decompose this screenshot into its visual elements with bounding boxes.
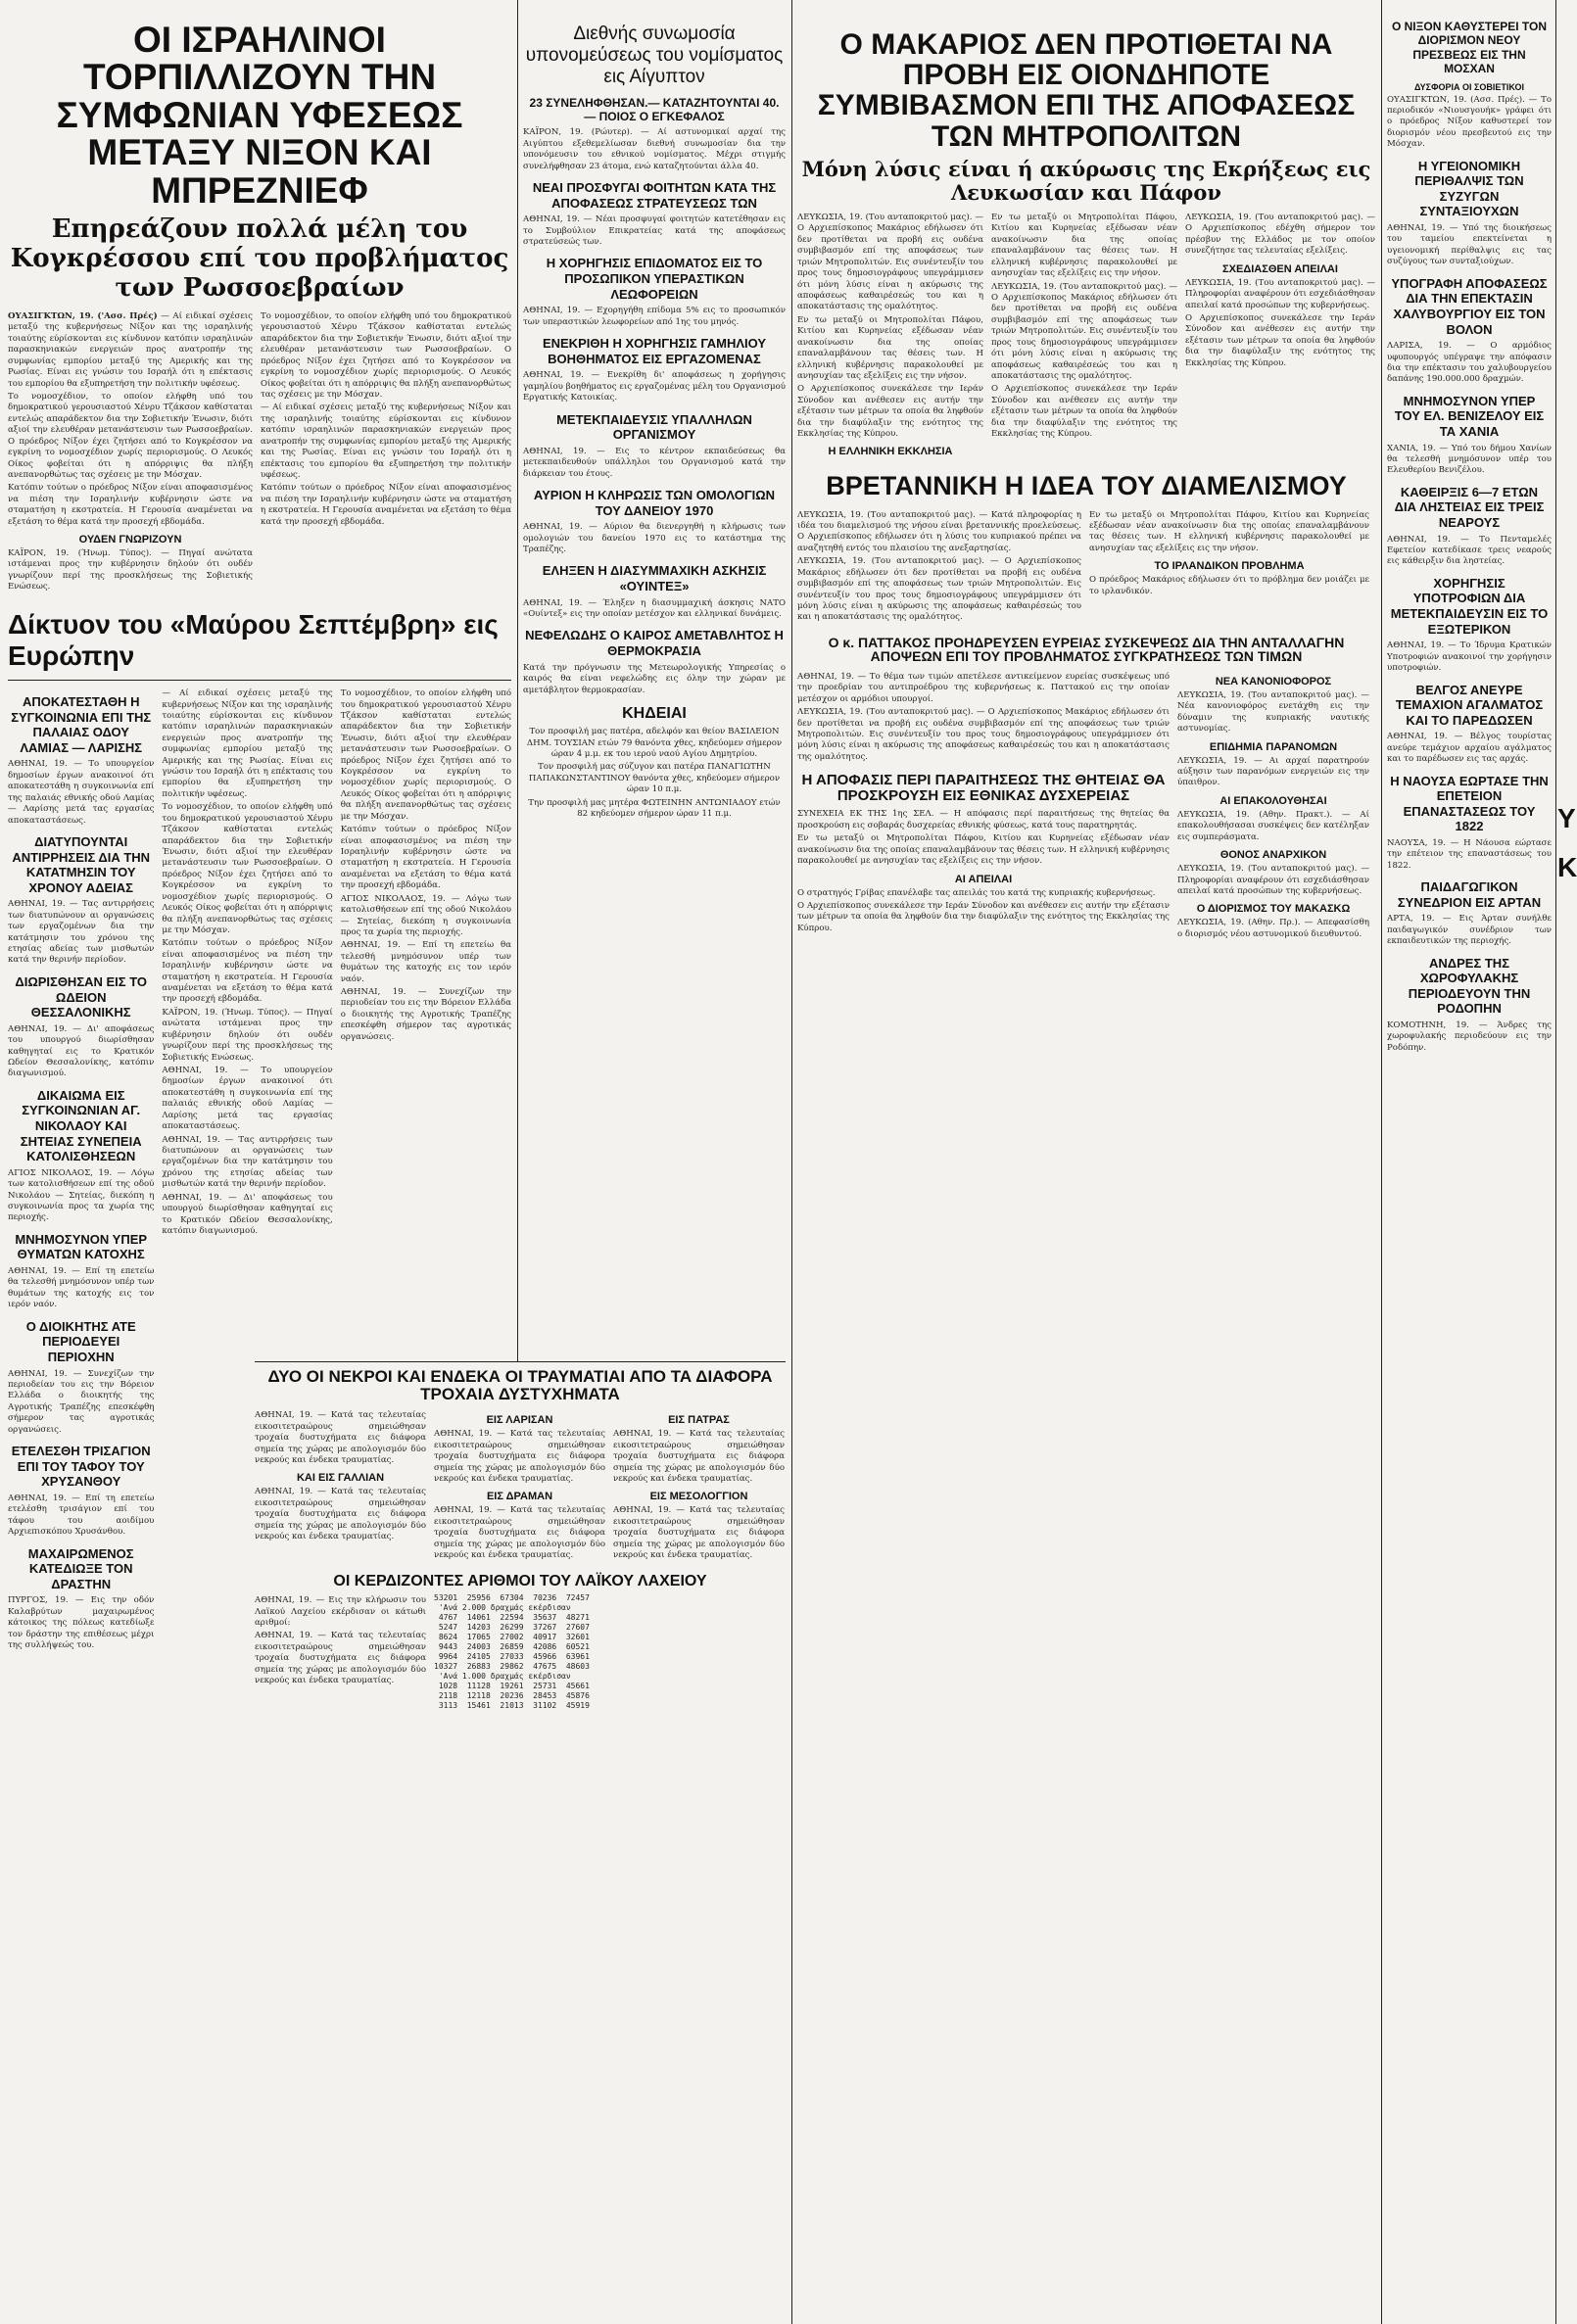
section-label: ΕΙΣ ΜΕΣΟΛΟΓΓΙΟΝ — [649, 1491, 748, 1503]
story-title: ΕΛΗΞΕΝ Η ΔΙΑΣΥΜΜΑΧΙΚΗ ΑΣΚΗΣΙΣ «ΟΥΙΝΤΕΞ» — [542, 563, 767, 594]
column-rule — [1555, 0, 1556, 2324]
story-title: Η ΧΟΡΗΓΗΣΙΣ ΕΠΙΔΟΜΑΤΟΣ ΕΙΣ ΤΟ ΠΡΟΣΩΠΙΚΟΝ ΥΠΕΡΑΣΤΙΚΩΝ ΛΕΩΦΟΡΕΙΩΝ — [546, 256, 763, 302]
article-text: ΛΕΥΚΩΣΙΑ, 19. (Του ανταποκριτού μας). — Ο Αρχιεπίσκοπος Μακάριος εδήλωσεν ότι δεν προτίθεται να προβή εις ουδένα συμβιβασμόν επί της αποφάσεως των τριών Μητροπολιτών. Εις συνέντευξίν του προς τους δημοσιογράφους υπεγράμμισεν ότι μόνη λύσις είναι η ακύρωσις της αποφάσεως καθαιρέσεώς του και η αποκατάστασις της ομαλότητος. — [797, 213, 983, 312]
article-text: ΧΑΝΙΑ, 19. — Υπό του δήμου Χανίων θα τελεσθή μνημόσυνον υπέρ του Ελευθερίου Βενιζέλου. — [1387, 443, 1552, 476]
article-text: Κατόπιν τούτων ο πρόεδρος Νίξον είναι αποφασισμένος να πιέση την Ισραηλινήν κυβέρνησιν ώστε να σταματήση η εκστρατεία. Η Γερουσία αναμένεται να εξετάση το θέμα κατά την προσεχή εβδομάδα. — [261, 483, 511, 527]
story-title: ΒΕΛΓΟΣ ΑΝΕΥΡΕ ΤΕΜΑΧΙΟΝ ΑΓΑΛΜΑΤΟΣ ΚΑΙ ΤΟ ΠΑΡΕΔΩΣΕΝ — [1395, 682, 1544, 728]
main-headline: ΟΙ ΙΣΡΑΗΛΙΝΟΙ ΤΟΡΠΙΛΛΙΖΟΥΝ ΤΗΝ ΣΥΜΦΩΝΙΑΝ ΥΦΕΣΕΩΣ ΜΕΤΑΞΥ ΝΙΞΟΝ ΚΑΙ ΜΠΡΕΖΝΙΕΦ — [56, 20, 463, 211]
article-text: ΝΑΟΥΣΑ, 19. — Η Νάουσα εώρτασε την επέτειον της επαναστάσεως του 1822. — [1387, 837, 1552, 871]
article-text: ΑΘΗΝΑΙ, 19. — Τας αντιρρήσεις των διατυπώνουν αι οργανώσεις των εργαζομένων δια την κατάτμησιν του χρόνου της ετησίας αδείας των μισθωτών κατά την θερινήν περίοδον. — [8, 899, 155, 966]
article-text: ΑΘΗΝΑΙ, 19. — Δι' αποφάσεως του υπουργού διωρίσθησαν καθηγηταί εις το Κρατικόν Ωδείον Θεσσαλονίκης, κατόπιν διαγωνισμού. — [8, 1023, 155, 1079]
subsection-title: ΑΙ ΑΠΕΙΛΑΙ — [954, 873, 1013, 885]
article-text: ΑΘΗΝΑΙ, 19. — Βέλγος τουρίστας ανεύρε τεμάχιον αρχαίου αγάλματος και το παρέδωσεν εις τας αρχάς. — [1387, 732, 1552, 765]
article-text: ΑΘΗΝΑΙ, 19. — Ενεκρίθη δι' αποφάσεως η χορήγησις γαμηλίου βοηθήματος εις εργαζομένας μέλη του Οργανισμού Εργατικής Κατοικίας. — [523, 370, 786, 403]
article-text: ΑΘΗΝΑΙ, 19. — Δι' αποφάσεως του υπουργού διωρίσθησαν καθηγηταί εις το Κρατικόν Ωδείον Θεσσαλονίκης, κατόπιν διαγωνισμού. — [162, 1192, 333, 1236]
story-title: ΠΑΙΔΑΓΩΓΙΚΟΝ ΣΥΝΕΔΡΙΟΝ ΕΙΣ ΑΡΤΑΝ — [1397, 879, 1542, 910]
article-text: ΛΕΥΚΩΣΙΑ, 19. (Του ανταποκριτού μας). — Νέα κανονιοφόρος ενετάχθη εις την δύναμιν της κυπριακής ναυτικής αστυνομίας. — [1177, 689, 1369, 735]
story-title: ΥΠΟΓΡΑΦΗ ΑΠΟΦΑΣΕΩΣ ΔΙΑ ΤΗΝ ΕΠΕΚΤΑΣΙΝ ΧΑΛΥΒΟΥΡΓΙΟΥ ΕΙΣ ΤΟΝ ΒΟΛΟΝ — [1391, 275, 1548, 337]
term-headline: Η ΑΠΟΦΑΣΙΣ ΠΕΡΙ ΠΑΡΑΙΤΗΣΕΩΣ ΤΗΣ ΘΗΤΕΙΑΣ ΘΑ ΠΡΟΣΚΡΟΥΣΗ ΕΙΣ ΕΘΝΙΚΑΣ ΔΥΣΧΕΡΕΙΑΣ — [801, 772, 1166, 804]
accident-headline: ΔΥΟ ΟΙ ΝΕΚΡΟΙ ΚΑΙ ΕΝΔΕΚΑ ΟΙ ΤΡΑΥΜΑΤΙΑΙ ΑΠΟ ΤΑ ΔΙΑΦΟΡΑ ΤΡΟΧΑΙΑ ΔΥΣΤΥΧΗΜΑΤΑ — [267, 1367, 773, 1403]
article-text: Ο Αρχιεπίσκοπος συνεκάλεσε την Ιεράν Σύνοδον και ανέθεσεν εις αυτήν την εξέτασιν των μέτρων τα οποία θα ληφθούν δια την διαφύλαξιν της ενότητος της Εκκλησίας της Κύπρου. — [1185, 312, 1375, 368]
article-text: ΑΘΗΝΑΙ, 19. — Τας αντιρρήσεις των διατυπώνουν αι οργανώσεις των εργαζομένων δια την κατάτμησιν του χρόνου της ετησίας αδείας των μισθωτών κατά την θερινήν περίοδον. — [162, 1134, 333, 1190]
article-text: ΛΑΡΙΣΑ, 19. — Ο αρμόδιος υφυπουργός υπέγραψε την απόφασιν δια την επέκτασιν του χαλυβουργείου δαπάνης 190.000.000 δραχμών. — [1387, 341, 1552, 385]
story-title: ΔΙΚΑΙΩΜΑ ΕΙΣ ΣΥΓΚΟΙΝΩΝΙΑΝ ΑΓ. ΝΙΚΟΛΑΟΥ ΚΑΙ ΣΗΤΕΙΑΣ ΣΥΝΕΠΕΙΑ ΚΑΤΟΛΙΣΘΗΣΕΩΝ — [20, 1087, 142, 1164]
article-text: ΑΘΗΝΑΙ, 19. — Κατά τας τελευταίας εικοσιτετραώρους σημειώθησαν τροχαία δυστυχήματα εις διάφορα σημεία της χώρας με απολογισμόν δύο νεκρούς και ένδεκα τραυματίας. — [434, 1429, 605, 1485]
article-text: ΛΕΥΚΩΣΙΑ, 19. (Του ανταποκριτού μας). — Κατά πληροφορίας η ιδέα του διαμελισμού της νήσου είναι βρεταννικής προελεύσεως. Ο Αρχιεπίσκοπος εδήλωσεν ότι η λύσις του κυπριακού πρέπει να αναζητηθή εντός του πλαισίου της ανεξαρτησίας. — [797, 509, 1081, 553]
article-text: Εν τω μεταξύ οι Μητροπολίται Πάφου, Κιτίου και Κυρηνείας εξέδωσαν νέαν ανακοίνωσιν δια της οποίας επαναλαμβάνουν τας θέσεις των. Η ελληνική κυβέρνησις παρακολουθεί με ανησυχίαν τας εξελίξεις εις την νήσον. — [797, 314, 983, 381]
article-text: ΑΘΗΝΑΙ, 19. — Το θέμα των τιμών απετέλεσε αντικείμενον ευρείας συσκέψεως υπό την προεδρίαν του αντιπροέδρου της κυβερνήσεως κ. Παττακού εις την οποίαν μετέσχον οι αρμόδιοι υπουργοί. — [797, 671, 1170, 704]
article-text: Το νομοσχέδιον, το οποίον ελήφθη υπό του δημοκρατικού γερουσιαστού Χένρυ Τζάκσον καθίσταται εντελώς απαράδεκτον δια την Σοβιετικήν Ένωσιν, διότι αξιοί την ελευθέραν μετανάστευσιν των Ρωσσοεβραίων. Ο πρόεδρος Νίξον έχει ζητήσει από το Κογκρέσσον να εγκρίνη το νομοσχέδιον χωρίς περιορισμούς. Ο Λευκός Οίκος φοβείται ότι η απόρριψις θα πλήξη ανεπανορθώτως τας σχέσεις με την Μόσχαν. — [162, 802, 333, 935]
section-label: ΕΙΣ ΛΑΡΙΣΑΝ — [486, 1414, 553, 1427]
article-text: ΚΑΪΡΟΝ, 19. (Ήνωμ. Τύπος). — Πηγαί ανώτατα ιστάμεναι προς την κυβέρνησιν δηλούν ότι ουδέν γνωρίζουν περί της προσκλήσεως της Σοβιετικής Ενώσεως. — [8, 548, 253, 593]
article-text: Το νομοσχέδιον, το οποίον ελήφθη υπό του δημοκρατικού γερουσιαστού Χένρυ Τζάκσον καθίσταται εντελώς απαράδεκτον δια την Σοβιετικήν Ένωσιν, διότι αξιοί την ελευθέραν μετανάστευσιν των Ρωσσοεβραίων. Ο πρόεδρος Νίξον έχει ζητήσει από το Κογκρέσσον να εγκρίνη το νομοσχέδιον χωρίς περιορισμούς. Ο Λευκός Οίκος φοβείται ότι η απόρριψις θα πλήξη ανεπανορθώτως τας σχέσεις με την Μόσχαν. — [8, 391, 253, 480]
obituary-text: Τον προσφιλή μας σύζυγον και πατέρα ΠΑΝΑΓΙΩΤΗΝ ΠΑΠΑΚΩΝΣΤΑΝΤΙΝΟΥ θανόντα χθες, κηδεύομεν σήμερον ώραν 10 π.μ. — [528, 762, 781, 795]
story-title: ΕΤΕΛΕΣΘΗ ΤΡΙΣΑΓΙΟΝ ΕΠΙ ΤΟΥ ΤΑΦΟΥ ΤΟΥ ΧΡΥΣΑΝΘΟΥ — [11, 1444, 151, 1490]
subsection-title: Ο ΔΙΟΡΙΣΜΟΣ ΤΟΥ ΜΑΚΑΣΚΩ — [1196, 903, 1351, 916]
article-text: Ο Αρχιεπίσκοπος συνεκάλεσε την Ιεράν Σύνοδον και ανέθεσεν εις αυτήν την εξέτασιν των μέτρων τα οποία θα ληφθούν δια την διαφύλαξιν της ενότητος της Εκκλησίας της Κύπρου. — [797, 900, 1170, 933]
lottery-headline: ΟΙ ΚΕΡΔΙΖΟΝΤΕΣ ΑΡΙΘΜΟΙ ΤΟΥ ΛΑΪΚΟΥ ΛΑΧΕΙΟΥ — [333, 1572, 707, 1589]
article-text: ΑΡΤΑ, 19. — Εις Άρταν συνήλθε παιδαγωγικόν συνέδριον των εκπαιδευτικών της περιοχής. — [1387, 914, 1552, 947]
obituary-text: Την προσφιλή μας μητέρα ΦΩΤΕΙΝΗΝ ΑΝΤΩΝΙΑΔΟΥ ετών 82 κηδεύομεν σήμερον ώραν 11 π.μ. — [528, 797, 781, 820]
article-text: ΑΘΗΝΑΙ, 19. — Κατά τας τελευταίας εικοσιτετραώρους σημειώθησαν τροχαία δυστυχήματα εις διάφορα σημεία της χώρας με απολογισμόν δύο νεκρούς και ένδεκα τραυματίας. — [255, 1487, 426, 1542]
article-text: ΛΕΥΚΩΣΙΑ, 19. (Του ανταποκριτού μας). — Πληροφορίαι αναφέρουν ότι εσχεδιάσθησαν απειλαί κατά προσώπων της κυβερνήσεως. — [1177, 864, 1369, 896]
article-text: — Αί ειδικαί σχέσεις μεταξύ της κυβερνήσεως Νίξον και της ισραηλινής τοιαύτης εύρίσκονται εις κίνδυνον κατόπιν ισραηλινών παρασκηνιακών ενεργειών προς ανατροπήν της συμφωνίας εμπορίου μεταξύ της Αμερικής και της Ρωσίας. Είναι εις γνώσιν του Ισραήλ ότι η επέκτασις του εμπορίου θα εξυπηρετήση την πολιτικήν υφέσεως. — [8, 311, 253, 389]
makarios-subheadline: Μόνη λύσις είναι ή ακύρωσις της Εκρήξεως εις Λευκωσίαν και Πάφον — [801, 156, 1371, 205]
column-middle — [523, 0, 786, 1352]
article-text: ΛΕΥΚΩΣΙΑ, 19. (Αθην. Πρακτ.). — Αί επακολουθήσασαι συσκέψεις δεν κατέληξαν εις συμπεράσματα. — [1177, 809, 1369, 842]
story-title: ΧΟΡΗΓΗΣΙΣ ΥΠΟΤΡΟΦΙΩΝ ΔΙΑ ΜΕΤΕΚΠΑΙΔΕΥΣΙΝ ΕΙΣ ΤΟ ΕΞΩΤΕΡΙΚΟΝ — [1390, 575, 1549, 637]
article-text: Ο πρόεδρος Μακάριος εδήλωσεν ότι το πρόβλημα δεν μοιάζει με το ιρλανδικόν. — [1089, 575, 1369, 596]
story-title: Ο ΝΙΞΟΝ ΚΑΘΥΣΤΕΡΕΙ ΤΟΝ ΔΙΟΡΙΣΜΟΝ ΝΕΟΥ ΠΡΕΣΒΕΩΣ ΕΙΣ ΤΗΝ ΜΟΣΧΑΝ — [1391, 20, 1548, 76]
article-text: Κατόπιν τούτων ο πρόεδρος Νίξον είναι αποφασισμένος να πιέση την Ισραηλινήν κυβέρνησιν ώστε να σταματήση η εκστρατεία. Η Γερουσία αναμένεται να εξετάση το θέμα κατά την προσεχή εβδομάδα. — [162, 938, 333, 1005]
column-rule — [1381, 0, 1382, 2324]
subsection-title: ΝΕΑ ΚΑΝΟΝΙΟΦΟΡΟΣ — [1215, 675, 1332, 688]
lottery-numbers: 53201 25956 67304 70236 72457 'Ανά 2.000 δραχμάς εκέρδισαν 4767 14061 22594 35637 48271 5247 14203 26299 37267 27607 8624 17065 27002 40917 32601 9443 24003 26859 42086 60521 9964 24105 27033 45966 63961 10327 26883 29862 47675 48603 'Ανά 1.000 δραχμάς εκέρδισαν 1028 11128 19261 25731 45661 2118 12118 20236 28453 45876 3113 15461 21013 31102 45919 — [434, 1593, 590, 1711]
story-title: ΑΥΡΙΟΝ Η ΚΛΗΡΩΣΙΣ ΤΩΝ ΟΜΟΛΟΓΙΩΝ ΤΟΥ ΔΑΝΕΙΟΥ 1970 — [533, 487, 776, 518]
article-text: ΛΕΥΚΩΣΙΑ, 19. (Του ανταποκριτού μας). — Ο Αρχιεπίσκοπος Μακάριος εδήλωσεν ότι δεν προτίθεται να προβή εις ουδένα συμβιβασμόν επί της αποφάσεως των τριών Μητροπολιτών. Εις συνέντευξίν του προς τους δημοσιογράφους υπεγράμμισεν ότι μόνη λύσις είναι η ακύρωσις της αποφάσεως καθαιρέσεώς του και η αποκατάστασις της ομαλότητος. — [797, 707, 1170, 762]
article-text: Κατόπιν τούτων ο πρόεδρος Νίξον είναι αποφασισμένος να πιέση την Ισραηλινήν κυβέρνησιν ώστε να σταματήση η εκστρατεία. Η Γερουσία αναμένεται να εξετάση το θέμα κατά την προσεχή εβδομάδα. — [8, 483, 253, 527]
article-text: ΚΟΜΟΤΗΝΗ, 19. — Άνδρες της χωροφυλακής περιοδεύουν εις την Ροδόπην. — [1387, 1020, 1552, 1053]
article-text: ΛΕΥΚΩΣΙΑ, 19. (Του ανταποκριτού μας). — Ο Αρχιεπίσκοπος Μακάριος εδήλωσεν ότι δεν προτίθεται να προβή εις ουδένα συμβιβασμόν επί της αποφάσεως των τριών Μητροπολιτών. Εις συνέντευξίν του προς τους δημοσιογράφους υπεγράμμισεν ότι μόνη λύσις είναι η ακύρωσις της αποφάσεως καθαιρέσεώς του και η αποκατάστασις της ομαλότητος. — [991, 281, 1177, 381]
article-text: ΑΘΗΝΑΙ, 19. — Εχορηγήθη επίδομα 5% εις το προσωπικόν των υπεραστικών λεωφορείων από 1ης του μηνός. — [523, 306, 786, 327]
section-headline: Δίκτυον του «Μαύρου Σεπτέμβρη» εις Ευρώπην — [8, 608, 499, 671]
article-text: Ο στρατηγός Γρίβας επανέλαβε τας απειλάς του κατά της κυπριακής κυβερνήσεως. — [797, 887, 1156, 898]
article-text: ΛΕΥΚΩΣΙΑ, 19. — Αι αρχαί παρατηρούν αύξησιν των παρανόμων ενεργειών εις την ύπαιθρον. — [1177, 755, 1369, 788]
story-title: ΜΕΤΕΚΠΑΙΔΕΥΣΙΣ ΥΠΑΛΛΗΛΩΝ ΟΡΓΑΝΙΣΜΟΥ — [556, 411, 752, 443]
article-text: ΣΥΝΕΧΕΙΑ ΕΚ ΤΗΣ 1ης ΣΕΛ. — Η απόφασις περί παραιτήσεως της θητείας θα προσκρούση εις σοβαράς δυσχερείας εθνικής φύσεως, κατά τους παρατηρητάς. — [797, 809, 1170, 830]
story-title: ΜΑΧΑΙΡΩΜΕΝΟΣ ΚΑΤΕΔΙΩΞΕ ΤΟΝ ΔΡΑΣΤΗΝ — [27, 1545, 134, 1591]
story-title: ΑΠΟΚΑΤΕΣΤΑΘΗ Η ΣΥΓΚΟΙΝΩΝΙΑ ΕΠΙ ΤΗΣ ΠΑΛΑΙΑΣ ΟΔΟΥ ΛΑΜΙΑΣ — ΛΑΡΙΣΗΣ — [11, 694, 152, 755]
article-text: ΑΘΗΝΑΙ, 19. — Κατά τας τελευταίας εικοσιτετραώρους σημειώθησαν τροχαία δυστυχήματα εις διάφορα σημεία της χώρας με απολογισμόν δύο νεκρούς και ένδεκα τραυματίας. — [613, 1429, 785, 1485]
side-story-title: Διεθνής συνωμοσία υπονομεύσεως του νομίσματος εις Αίγυπτον — [525, 24, 784, 87]
article-text: Το νομοσχέδιον, το οποίον ελήφθη υπό του δημοκρατικού γερουσιαστού Χένρυ Τζάκσον καθίσταται εντελώς απαράδεκτον δια την Σοβιετικήν Ένωσιν, διότι αξιοί την ελευθέραν μετανάστευσιν των Ρωσσοεβραίων. Ο πρόεδρος Νίξον έχει ζητήσει από το Κογκρέσσον να εγκρίνη το νομοσχέδιον χωρίς περιορισμούς. Ο Λευκός Οίκος φοβείται ότι η απόρριψις θα πλήξη ανεπανορθώτως τας σχέσεις με την Μόσχαν. — [340, 688, 511, 822]
subsection-title: ΘΟΝΟΣ ΑΝΑΡΧΙΚΟΝ — [1219, 849, 1327, 862]
article-text: ΑΘΗΝΑΙ, 19. — Κατά τας τελευταίας εικοσιτετραώρους σημειώθησαν τροχαία δυστυχήματα εις διάφορα σημεία της χώρας με απολογισμόν δύο νεκρούς και ένδεκα τραυματίας. — [255, 1410, 426, 1466]
story-title: Η ΝΑΟΥΣΑ ΕΩΡΤΑΣΕ ΤΗΝ ΕΠΕΤΕΙΟΝ ΕΠΑΝΑΣΤΑΣΕΩΣ ΤΟΥ 1822 — [1390, 773, 1549, 834]
subsection-title: Η ΕΛΛΗΝΙΚΗ ΕΚΚΛΗΣΙΑ — [828, 446, 953, 458]
obituary-text: Τον προσφιλή μας πατέρα, αδελφόν και θείον ΒΑΣΙΛΕΙΟΝ ΔΗΜ. ΤΟΥΣΙΑΝ ετών 79 θανόντα χθες, κηδεύομεν σήμερον ώραν 4 μ.μ. εκ του ιερού ναού Αγίου Δημητρίου. — [526, 727, 783, 759]
article-text: ΑΘΗΝΑΙ, 19. — Συνεχίζων την περιοδείαν του εις την Βόρειον Ελλάδα ο διοικητής της Αγροτικής Τραπέζης επεσκέφθη σήμερον τας αγροτικάς οργανώσεις. — [8, 1368, 155, 1435]
article-text: ΑΘΗΝΑΙ, 19. — Συνεχίζων την περιοδείαν του εις την Βόρειον Ελλάδα ο διοικητής της Αγροτικής Τραπέζης επεσκέφθη σήμερον τας αγροτικάς οργανώσεις. — [340, 987, 511, 1042]
article-text: ΑΘΗΝΑΙ, 19. — Επί τη επετείω θα τελεσθή μνημόσυνον υπέρ των θυμάτων της κατοχής εις τον ιερόν ναόν. — [8, 1266, 155, 1310]
article-text: ΑΘΗΝΑΙ, 19. — Εις το κέντρον εκπαιδεύσεως θα μετεκπαιδευθούν υπάλληλοι του Οργανισμού κατά την διάρκειαν του έτους. — [523, 446, 786, 479]
article-text: ΟΥΑΣΙΓΚΤΩΝ, 19. (Ασσ. Πρές). — Το περιοδικόν «Νιουσγουήκ» γράφει ότι ο πρόεδρος Νίξον καθυστερεί τον διορισμόν νέου πρεσβευτού εις την Μόσχαν. — [1387, 94, 1552, 150]
subsection-title: ΑΙ ΕΠΑΚΟΛΟΥΘΗΣΑΙ — [1219, 794, 1327, 807]
article-text: Εν τω μεταξύ οι Μητροπολίται Πάφου, Κιτίου και Κυρηνείας εξέδωσαν νέαν ανακοίνωσιν δια της οποίας επαναλαμβάνουν τας θέσεις των. Η ελληνική κυβέρνησις παρακολουθεί με ανησυχίαν τας εξελίξεις εις την νήσον. — [1089, 509, 1369, 553]
subsection-title: ΟΥΔΕΝ ΓΝΩΡΙΖΟΥΝ — [78, 534, 182, 546]
story-title: ΔΙΑΤΥΠΟΥΝΤΑΙ ΑΝΤΙΡΡΗΣΕΙΣ ΔΙΑ ΤΗΝ ΚΑΤΑΤΜΗΣΙΝ ΤΟΥ ΧΡΟΝΟΥ ΑΔΕΙΑΣ — [12, 834, 151, 895]
article-text: ΑΘΗΝΑΙ, 19. — Έληξεν η διασυμμαχική άσκησις ΝΑΤΟ «Ουίντεξ» εις την οποίαν μετέσχον και ελληνικαί δυνάμεις. — [523, 597, 786, 620]
article-text: — Αί ειδικαί σχέσεις μεταξύ της κυβερνήσεως Νίξον και της ισραηλινής τοιαύτης εύρίσκονται εις κίνδυνον κατόπιν ισραηλινών παρασκηνιακών ενεργειών προς ανατροπήν της συμφωνίας εμπορίου μεταξύ της Αμερικής και της Ρωσίας. Είναι εις γνώσιν του Ισραήλ ότι η επέκτασις του εμπορίου θα εξυπηρετήση την πολιτικήν υφέσεως. — [261, 403, 511, 480]
section-label: ΕΙΣ ΠΑΤΡΑΣ — [668, 1414, 730, 1427]
article-text: Εν τω μεταξύ οι Μητροπολίται Πάφου, Κιτίου και Κυρηνείας εξέδωσαν νέαν ανακοίνωσιν δια της οποίας επαναλαμβάνουν τας θέσεις των. Η ελληνική κυβέρνησις παρακολουθεί με ανησυχίαν τας εξελίξεις εις την νήσον. — [797, 833, 1170, 867]
story-title: ΝΕΦΕΛΩΔΗΣ Ο ΚΑΙΡΟΣ ΑΜΕΤΑΒΛΗΤΟΣ Η ΘΕΡΜΟΚΡΑΣΙΑ — [525, 628, 784, 659]
article-text: ΛΕΥΚΩΣΙΑ, 19. (Του ανταποκριτού μας). — Ο Αρχιεπίσκοπος εδέχθη σήμερον τον πρέσβυν της Ελλάδος με τον οποίον συνεζήτησε τας τελευταίας εξελίξεις. — [1185, 213, 1375, 257]
story-title: ΜΝΗΜΟΣΥΝΟΝ ΥΠΕΡ ΤΟΥ ΕΛ. ΒΕΝΙΖΕΛΟΥ ΕΙΣ ΤΑ ΧΑΝΙΑ — [1394, 393, 1545, 439]
edge-glyph: Υ — [1557, 803, 1576, 833]
story-title: ΑΝΔΡΕΣ ΤΗΣ ΧΩΡΟΦΥΛΑΚΗΣ ΠΕΡΙΟΔΕΥΟΥΝ ΤΗΝ ΡΟΔΟΠΗΝ — [1408, 955, 1531, 1017]
section-label: ΕΙΣ ΔΡΑΜΑΝ — [486, 1491, 553, 1503]
column-far-right — [1387, 0, 1552, 2324]
article-text: Κατόπιν τούτων ο πρόεδρος Νίξον είναι αποφασισμένος να πιέση την Ισραηλινήν κυβέρνησιν ώστε να σταματήση η εκστρατεία. Η Γερουσία αναμένεται να εξετάση το θέμα κατά την προσεχή εβδομάδα. — [340, 825, 511, 891]
article-text: ΛΕΥΚΩΣΙΑ, 19. (Αθην. Πρ.). — Απεφασίσθη ο διορισμός νέου αστυνομικού διευθυντού. — [1177, 918, 1369, 939]
story-title: ΔΙΩΡΙΣΘΗΣΑΝ ΕΙΣ ΤΟ ΩΔΕΙΟΝ ΘΕΣΣΑΛΟΝΙΚΗΣ — [15, 973, 148, 1020]
article-text: Το νομοσχέδιον, το οποίον ελήφθη υπό του δημοκρατικού γερουσιαστού Χένρυ Τζάκσον καθίσταται εντελώς απαράδεκτον δια την Σοβιετικήν Ένωσιν, διότι αξιοί την ελευθέραν μετανάστευσιν των Ρωσσοεβραίων. Ο πρόεδρος Νίξον έχει ζητήσει από το Κογκρέσσον να εγκρίνη το νομοσχέδιον χωρίς περιορισμούς. Ο Λευκός Οίκος φοβείται ότι η απόρριψις θα πλήξη ανεπανορθώτως τας σχέσεις με την Μόσχαν. — [261, 311, 511, 400]
column-right-main — [797, 0, 1375, 2324]
article-text: ΑΘΗΝΑΙ, 19. — Νέαι προσφυγαί φοιτητών κατετέθησαν εις το Συμβούλιον Επικρατείας κατά της αποφάσεως στρατεύσεώς των. — [523, 214, 786, 248]
article-text: ΑΘΗΝΑΙ, 19. — Κατά τας τελευταίας εικοσιτετραώρους σημειώθησαν τροχαία δυστυχήματα εις διάφορα σημεία της χώρας με απολογισμόν δύο νεκρούς και ένδεκα τραυματίας. — [255, 1631, 426, 1686]
main-subheadline: Επηρεάζουν πολλά μέλη του Κογκρέσσου επί του προβλήματος των Ρωσσοεβραίων — [10, 214, 509, 304]
article-text: Εν τω μεταξύ οι Μητροπολίται Πάφου, Κιτίου και Κυρηνείας εξέδωσαν νέαν ανακοίνωσιν δια της οποίας επαναλαμβάνουν τας θέσεις των. Η ελληνική κυβέρνησις παρακολουθεί με ανησυχίαν τας εξελίξεις εις την νήσον. — [991, 213, 1177, 279]
story-title: Η ΥΓΕΙΟΝΟΜΙΚΗ ΠΕΡΙΘΑΛΨΙΣ ΤΩΝ ΣΥΖΥΓΩΝ ΣΥΝΤΑΞΙΟΥΧΩΝ — [1414, 158, 1524, 219]
article-text: ΠΥΡΓΟΣ, 19. — Εις την οδόν Καλαβρύτων μαχαιρωμένος κάτοικος της πόλεως κατεδίωξε τον δράστην της επιθέσεως μέχρι της συλλήψεώς του. — [8, 1595, 155, 1650]
story-title: Ο ΔΙΟΙΚΗΤΗΣ ΑΤΕ ΠΕΡΙΟΔΕΥΕΙ ΠΕΡΙΟΧΗΝ — [25, 1318, 136, 1364]
article-text: ΑΘΗΝΑΙ, 19. — Αύριον θα διενεργηθή η κλήρωσις των ομολογιών του δανείου 1970 εις το κατάστημα της Τραπέζης. — [523, 522, 786, 555]
column-rule — [791, 0, 792, 2324]
article-text: ΑΘΗΝΑΙ, 19. — Το Πενταμελές Εφετείον κατεδίκασε τρεις νεαρούς εις κάθειρξιν δια ληστείας. — [1387, 534, 1552, 567]
story-title: ΜΝΗΜΟΣΥΝΟΝ ΥΠΕΡ ΘΥΜΑΤΩΝ ΚΑΤΟΧΗΣ — [15, 1231, 148, 1262]
article-text: ΑΘΗΝΑΙ, 19. — Κατά τας τελευταίας εικοσιτετραώρους σημειώθησαν τροχαία δυστυχήματα εις διάφορα σημεία της χώρας με απολογισμόν δύο νεκρούς και ένδεκα τραυματίας. — [613, 1505, 785, 1561]
pattakos-headline: Ο κ. ΠΑΤΤΑΚΟΣ ΠΡΟΗΔΡΕΥΣΕΝ ΕΥΡΕΙΑΣ ΣΥΣΚΕΨΕΩΣ ΔΙΑ ΤΗΝ ΑΝΤΑΛΛΑΓΗΝ ΑΠΟΨΕΩΝ ΕΠΙ ΤΟΥ ΠΡΟΒΛΗΜΑΤΟΣ ΣΥΓΚΡΑΤΗΣΕΩΣ ΤΩΝ ΤΙΜΩΝ — [828, 634, 1345, 665]
article-text: ΛΕΥΚΩΣΙΑ, 19. (Του ανταποκριτού μας). — Πληροφορίαι αναφέρουν ότι εσχεδιάσθησαν απειλαί κατά προσώπων της κυβερνήσεως. — [1185, 277, 1375, 310]
article-text: ΛΕΥΚΩΣΙΑ, 19. (Του ανταποκριτού μας). — Ο Αρχιεπίσκοπος Μακάριος εδήλωσεν ότι δεν προτίθεται να προβή εις ουδένα συμβιβασμόν επί της αποφάσεως των τριών Μητροπολιτών. Εις συνέντευξίν του προς τους δημοσιογράφους υπεγράμμισεν ότι μόνη λύσις είναι η ακύρωσις της αποφάσεως καθαιρέσεώς του και η αποκατάστασις της ομαλότητος. — [797, 556, 1081, 623]
article-text: ΑΘΗΝΑΙ, 19. — Το υπουργείον δημοσίων έργων ανακοινοί ότι αποκατεστάθη η συγκοινωνία επί της παλαιάς εθνικής οδού Λαμίας — Λαρίσης μετά τας εργασίας αποκαταστάσεως. — [162, 1066, 333, 1132]
story-title: ΚΑΘΕΙΡΞΙΣ 6—7 ΕΤΩΝ ΔΙΑ ΛΗΣΤΕΙΑΣ ΕΙΣ ΤΡΕΙΣ ΝΕΑΡΟΥΣ — [1394, 484, 1545, 531]
article-text: ΑΘΗΝΑΙ, 19. — Επί τη επετείω θα τελεσθή μνημόσυνον υπέρ των θυμάτων της κατοχής εις τον ιερόν ναόν. — [340, 940, 511, 984]
article-text: Κατά την πρόγνωσιν της Μετεωρολογικής Υπηρεσίας ο καιρός θα είναι νεφελώδης εις όλην την χώραν με αμετάβλητον θερμοκρασίαν. — [523, 662, 786, 695]
subsection-title: ΕΠΙΔΗΜΙΑ ΠΑΡΑΝΟΜΩΝ — [1209, 740, 1338, 753]
article-text: ΑΘΗΝΑΙ, 19. — Το υπουργείον δημοσίων έργων ανακοινοί ότι αποκατεστάθη η συγκοινωνία επί της παλαιάς εθνικής οδού Λαμίας — Λαρίσης μετά τας εργασίας αποκαταστάσεως. — [8, 759, 155, 826]
article-text: ΚΑΪΡΟΝ, 19. (Ρώυτερ). — Αί αστυνομικαί αρχαί της Αιγύπτου εξεθεμελίωσαν διεθνή συνωμοσίαν δια την υπονόμευσιν του εθνικού νομίσματος. Μέχρι στιγμής συνελήφθησαν 23 άτομα, ενώ καταζητούνται άλλα 40. — [523, 127, 786, 171]
story-subtitle: ΔΥΣΦΟΡΙΑ ΟΙ ΣΟΒΙΕΤΙΚΟΙ — [1414, 81, 1524, 92]
section-label: ΚΑΙ ΕΙΣ ΓΑΛΛΙΑΝ — [296, 1472, 385, 1485]
story-title: ΕΝΕΚΡΙΘΗ Η ΧΟΡΗΓΗΣΙΣ ΓΑΜΗΛΙΟΥ ΒΟΗΘΗΜΑΤΟΣ ΕΙΣ ΕΡΓΑΖΟΜΕΝΑΣ — [542, 336, 767, 366]
subsection-title: ΣΧΕΔΙΑΣΘΕΝ ΑΠΕΙΛΑΙ — [1222, 262, 1338, 275]
subsection-title: ΤΟ ΙΡΛΑΝΔΙΚΟΝ ΠΡΟΒΛΗΜΑ — [1154, 560, 1305, 573]
article-text: Ο Αρχιεπίσκοπος συνεκάλεσε την Ιεράν Σύνοδον και ανέθεσεν εις αυτήν την εξέτασιν των μέτρων τα οποία θα ληφθούν δια την διαφύλαξιν της ενότητος της Εκκλησίας της Κύπρου. — [797, 384, 983, 440]
article-text: ΑΘΗΝΑΙ, 19. — Εις την κλήρωσιν του Λαϊκού Λαχείου εκέρδισαν οι κάτωθι αριθμοί: — [255, 1595, 426, 1629]
lower-middle-block — [255, 1361, 786, 2324]
article-text: — Αί ειδικαί σχέσεις μεταξύ της κυβερνήσεως Νίξον και της ισραηλινής τοιαύτης εύρίσκονται εις κίνδυνον κατόπιν ισραηλινών παρασκηνιακών ενεργειών προς ανατροπήν της συμφωνίας εμπορίου μεταξύ της Αμερικής και της Ρωσίας. Είναι εις γνώσιν του Ισραήλ ότι η επέκτασις του εμπορίου θα εξυπηρετήση την πολιτικήν υφέσεως. — [162, 688, 333, 799]
article-text: ΑΓΙΟΣ ΝΙΚΟΛΑΟΣ, 19. — Λόγω των κατολισθήσεων επί της οδού Νικολάου — Σητείας, διεκόπη η συγκοινωνία προς τα χωρία της περιοχής. — [340, 893, 511, 937]
article-text: ΑΓΙΟΣ ΝΙΚΟΛΑΟΣ, 19. — Λόγω των κατολισθήσεων επί της οδού Νικολάου — Σητείας, διεκόπη η συγκοινωνία προς τα χωρία της περιοχής. — [8, 1167, 155, 1223]
article-text: ΑΘΗΝΑΙ, 19. — Το Ίδρυμα Κρατικών Υποτροφιών ανακοινοί την χορήγησιν υποτροφιών. — [1387, 640, 1552, 674]
partition-headline: ΒΡΕΤΑΝΝΙΚΗ Η ΙΔΕΑ ΤΟΥ ΔΙΑΜΕΛΙΣΜΟΥ — [826, 471, 1347, 501]
side-story-subtitle: 23 ΣΥΝΕΛΗΦΘΗΣΑΝ.— ΚΑΤΑΖΗΤΟΥΝΤΑΙ 40.— ΠΟΙΟΣ Ο ΕΓΚΕΦΑΛΟΣ — [529, 95, 780, 123]
article-text: ΑΘΗΝΑΙ, 19. — Επί τη επετείω ετελέσθη τρισάγιον επί του τάφου του αοιδίμου Αρχιεπισκόπου Χρυσάνθου. — [8, 1493, 155, 1538]
article-text: Ο Αρχιεπίσκοπος συνεκάλεσε την Ιεράν Σύνοδον και ανέθεσεν εις αυτήν την εξέτασιν των μέτρων τα οποία θα ληφθούν δια την διαφύλαξιν της ενότητος της Εκκλησίας της Κύπρου. — [991, 384, 1177, 440]
article-text: ΑΘΗΝΑΙ, 19. — Υπό της διοικήσεως του ταμείου επεκτείνεται η υγειονομική περίθαλψις εις τας συζύγους των συνταξιούχων. — [1387, 223, 1552, 267]
makarios-headline: Ο ΜΑΚΑΡΙΟΣ ΔΕΝ ΠΡΟΤΙΘΕΤΑΙ ΝΑ ΠΡΟΒΗ ΕΙΣ ΟΙΟΝΔΗΠΟΤΕ ΣΥΜΒΙΒΑΣΜΟΝ ΕΠΙ ΤΗΣ ΑΠΟΦΑΣΕΩΣ ΤΩΝ ΜΗΤΡΟΠΟΛΙΤΩΝ — [817, 28, 1356, 153]
article-text: ΚΑΪΡΟΝ, 19. (Ήνωμ. Τύπος). — Πηγαί ανώτατα ιστάμεναι προς την κυβέρνησιν δηλούν ότι ουδέν γνωρίζουν περί της προσκλήσεως της Σοβιετικής Ενώσεως. — [162, 1007, 333, 1063]
article-text: ΑΘΗΝΑΙ, 19. — Κατά τας τελευταίας εικοσιτετραώρους σημειώθησαν τροχαία δυστυχήματα εις διάφορα σημεία της χώρας με απολογισμόν δύο νεκρούς και ένδεκα τραυματίας. — [434, 1505, 605, 1561]
obituaries-title: ΚΗΔΕΙΑΙ — [622, 704, 687, 722]
story-title: ΝΕΑΙ ΠΡΟΣΦΥΓΑΙ ΦΟΙΤΗΤΩΝ ΚΑΤΑ ΤΗΣ ΑΠΟΦΑΣΕΩΣ ΣΤΡΑΤΕΥΣΕΩΣ ΤΩΝ — [532, 180, 777, 211]
dateline: ΟΥΑΣΙΓΚΤΩΝ, 19. ('Ασσ. Πρές) — [8, 311, 158, 322]
edge-glyph: Κ — [1557, 852, 1577, 882]
